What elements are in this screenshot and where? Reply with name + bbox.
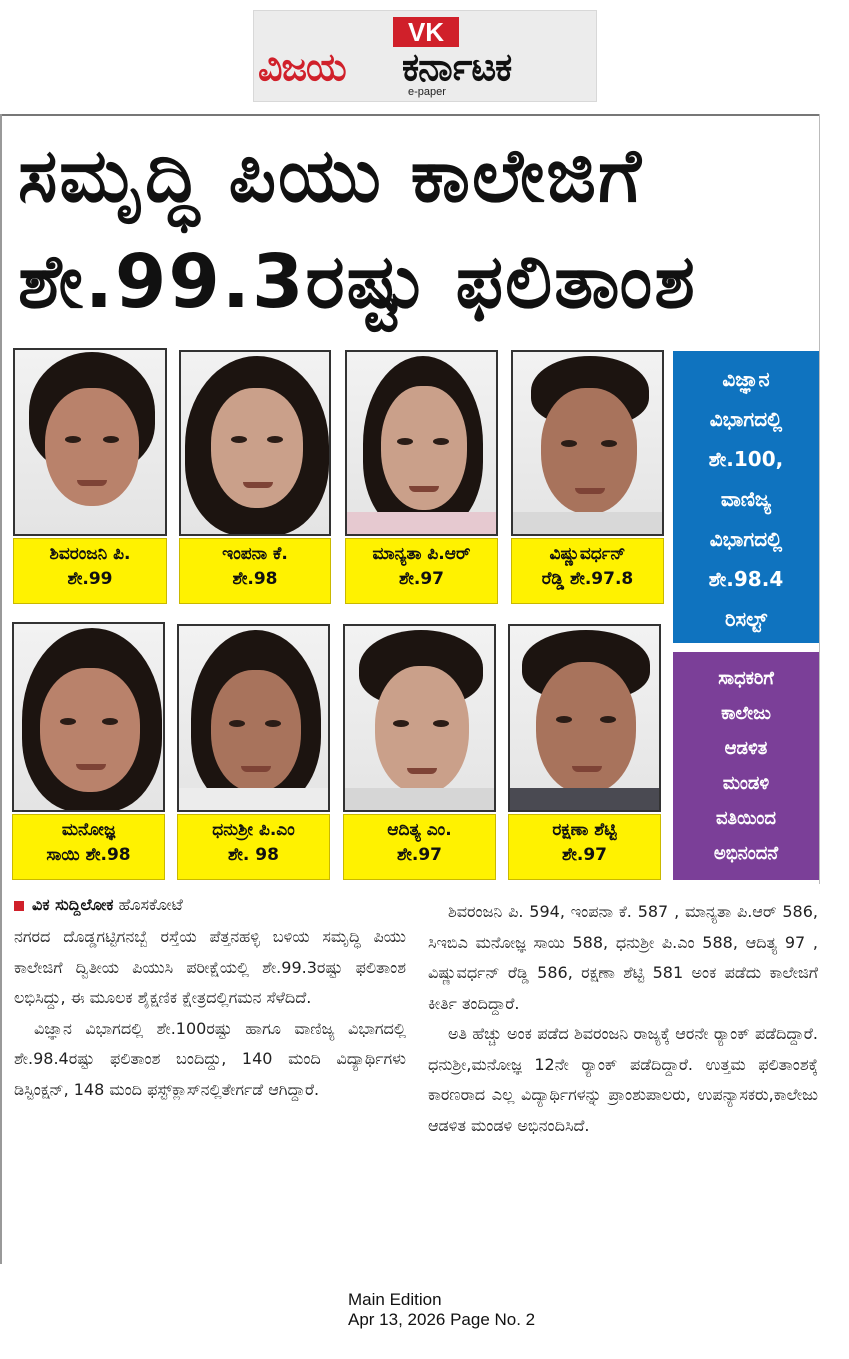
highlight-line: ರಿಸಲ್ಟ್ bbox=[724, 607, 768, 631]
student-score: ಶೇ.97 bbox=[398, 569, 444, 589]
results-highlight-box bbox=[673, 351, 819, 643]
article-column-1 bbox=[14, 922, 406, 1105]
student-score: ಸಾಯಿ ಶೇ.98 bbox=[46, 845, 131, 865]
student-name: ಆದಿತ್ಯ ಎಂ. bbox=[387, 820, 452, 840]
felicitation-highlight-box bbox=[673, 652, 819, 880]
student-photo-5 bbox=[12, 622, 165, 812]
highlight-line: ಶೇ.98.4 bbox=[708, 567, 784, 591]
article-paragraph: ನಗರದ ದೊಡ್ಡಗಟ್ಟಿಗನಬ್ಬೆ ರಸ್ತೆಯ ಪೆತ್ತನಹಳ್ಳಿ ಬಳಿಯ ಸಮೃದ್ಧಿ ಪಿಯು ಕಾಲೇಜಿಗೆ ದ್ವಿತೀಯ ಪಿಯುಸಿ ಪರೀಕ್ಷೆಯಲ್ಲಿ ಶೇ.99.3ರಷ್ಟು ಫಲಿತಾಂಶ ಲಭಿಸಿದ್ದು, ಈ ಮೂಲಕ ಶೈಕ್ಷಣಿಕ ಕ್ಷೇತ್ರದಲ್ಲಿಗಮನ ಸೆಳೆದಿದೆ. bbox=[14, 927, 406, 1007]
student-caption-7 bbox=[343, 814, 496, 880]
student-card-2 bbox=[179, 350, 331, 604]
edition-label: Main Edition bbox=[348, 1290, 442, 1309]
student-card-3 bbox=[345, 350, 498, 604]
headline-line-1: ಸಮೃದ್ಧಿ ಪಿಯು ಕಾಲೇಜಿಗೆ bbox=[18, 133, 643, 219]
article-paragraph: ವಿಜ್ಞಾನ ವಿಭಾಗದಲ್ಲಿ ಶೇ.100ರಷ್ಟು ಹಾಗೂ ವಾಣಿಜ್ಯ ವಿಭಾಗದಲ್ಲಿ ಶೇ.98.4ರಷ್ಟು ಫಲಿತಾಂಶ ಬಂದಿದ್ದು, 140 ಮಂದಿ ವಿದ್ಯಾರ್ಥಿಗಳು ಡಿಸ್ಟಿಂಕ್ಷನ್, 148 ಮಂದಿ ಫಸ್ಟ್‌ಕ್ಲಾಸ್‌ನಲ್ಲಿತೇರ್ಗಡೆ ಆಗಿದ್ದಾರೆ. bbox=[14, 1018, 406, 1099]
highlight-line: ವತಿಯಿಂದ bbox=[715, 808, 777, 829]
highlight-line: ಆಡಳಿತ bbox=[724, 738, 768, 759]
right-border bbox=[819, 114, 820, 884]
highlight-line: ಶೇ.100, bbox=[708, 447, 784, 471]
masthead-subtitle: e-paper bbox=[408, 86, 446, 98]
student-photo-1 bbox=[13, 348, 167, 536]
student-caption-1 bbox=[13, 538, 167, 604]
date-page-label: Apr 13, 2026 Page No. 2 bbox=[348, 1310, 536, 1329]
student-caption-5 bbox=[12, 814, 165, 880]
student-card-1 bbox=[13, 348, 167, 604]
highlight-line: ವಾಣಿಜ್ಯ bbox=[720, 487, 772, 511]
student-caption-6 bbox=[177, 814, 330, 880]
masthead-logo[interactable] bbox=[253, 10, 597, 102]
student-caption-4 bbox=[511, 538, 664, 604]
student-name: ಶಿವರಂಜನಿ ಪಿ. bbox=[49, 544, 131, 564]
left-border bbox=[0, 114, 2, 1264]
student-photo-6 bbox=[177, 624, 330, 812]
student-caption-2 bbox=[179, 538, 331, 604]
highlight-line: ಅಭಿನಂದನೆ bbox=[713, 843, 779, 864]
student-name: ಧನುಶ್ರೀ ಪಿ.ಎಂ bbox=[212, 820, 295, 840]
student-card-6 bbox=[177, 624, 330, 880]
student-score: ಶೇ.97 bbox=[561, 845, 607, 865]
byline-place: ಹೊಸಕೋಟೆ bbox=[118, 895, 183, 914]
highlight-line: ಮಂಡಳಿ bbox=[722, 773, 770, 794]
highlight-line: ವಿಜ್ಞಾನ bbox=[722, 367, 770, 391]
student-score: ಶೇ.98 bbox=[232, 569, 278, 589]
highlight-line: ವಿಭಾಗದಲ್ಲಿ bbox=[709, 527, 783, 551]
student-score: ಶೇ.97 bbox=[396, 845, 442, 865]
highlight-line: ಸಾಧಕರಿಗೆ bbox=[718, 668, 774, 689]
top-divider bbox=[0, 114, 820, 116]
student-caption-8 bbox=[508, 814, 661, 880]
student-photo-8 bbox=[508, 624, 661, 812]
student-caption-3 bbox=[345, 538, 498, 604]
student-photo-4 bbox=[511, 350, 664, 536]
student-score: ಶೇ. 98 bbox=[228, 845, 279, 865]
article-paragraph: ಅತಿ ಹೆಚ್ಚು ಅಂಕ ಪಡೆದ ಶಿವರಂಜನಿ ರಾಜ್ಯಕ್ಕೆ ಆರನೇ ರ‍್ಯಾಂಕ್ ಪಡೆದಿದ್ದಾರೆ. ಧನುಶ್ರೀ,ಮನೋಜ್ಞ 12ನೇ ರ‍್ಯಾಂಕ್ ಪಡೆದಿದ್ದಾರೆ. ಉತ್ತಮ ಫಲಿತಾಂಶಕ್ಕೆ ಕಾರಣರಾದ ಎಲ್ಲ ವಿದ್ಯಾರ್ಥಿಗಳನ್ನು ಪ್ರಾಂಶುಪಾಲರು, ಉಪನ್ಯಾಸಕರು,ಕಾಲೇಜು ಆಡಳಿತ ಮಂಡಳಿ ಅಭಿನಂದಿಸಿದೆ. bbox=[428, 1024, 818, 1135]
masthead-name-part2: ಕರ್ನಾಟಕ bbox=[402, 45, 512, 89]
headline-line-2: ಶೇ.99.3ರಷ್ಟು ಫಲಿತಾಂಶ bbox=[18, 239, 697, 325]
highlight-line: ವಿಭಾಗದಲ್ಲಿ bbox=[709, 407, 783, 431]
student-score: ಶೇ.99 bbox=[67, 569, 113, 589]
student-name: ಮನೋಜ್ಞ bbox=[61, 820, 116, 840]
student-card-8 bbox=[508, 624, 661, 880]
student-photo-7 bbox=[343, 624, 496, 812]
student-name: ಇಂಪನಾ ಕೆ. bbox=[222, 544, 288, 564]
edition-footer bbox=[348, 1290, 535, 1330]
masthead-name-part1: ವಿಜಯ bbox=[258, 45, 346, 89]
student-name: ಮಾನ್ಯತಾ ಪಿ.ಆರ್ bbox=[372, 544, 471, 564]
byline bbox=[14, 891, 183, 919]
article-paragraph: ಶಿವರಂಜನಿ ಪಿ. 594, ಇಂಪನಾ ಕೆ. 587 , ಮಾನ್ಯತಾ ಪಿ.ಆರ್ 586, ಸಿಇಬಿಎ ಮನೋಜ್ಞ ಸಾಯಿ 588, ಧನುಶ್ರೀ ಪಿ.ಎಂ 588, ಆದಿತ್ಯ 97 , ವಿಷ್ಣುವರ್ಧನ್ ರೆಡ್ಡಿ 586, ರಕ್ಷಣಾ ಶೆಟ್ಟಿ 581 ಅಂಕ ಪಡೆದು ಕಾಲೇಜಿಗೆ ಕೀರ್ತಿ ತಂದಿದ್ದಾರೆ. bbox=[428, 902, 818, 1013]
student-name: ರಕ್ಷಣಾ ಶೆಟ್ಟಿ bbox=[552, 820, 617, 840]
byline-source: ವಿಕ ಸುದ್ದಿಲೋಕ bbox=[32, 895, 114, 914]
byline-bullet-icon bbox=[14, 901, 24, 911]
vk-badge: VK bbox=[393, 17, 459, 47]
student-card-5 bbox=[12, 622, 165, 880]
student-card-4 bbox=[511, 350, 664, 604]
student-card-7 bbox=[343, 624, 496, 880]
article-column-2 bbox=[428, 897, 818, 1141]
student-name: ವಿಷ್ಣುವರ್ಧನ್ bbox=[549, 544, 626, 564]
highlight-line: ಕಾಲೇಜು bbox=[721, 703, 771, 724]
student-score: ರೆಡ್ಡಿ ಶೇ.97.8 bbox=[541, 569, 634, 589]
student-photo-3 bbox=[345, 350, 498, 536]
student-photo-2 bbox=[179, 350, 331, 536]
